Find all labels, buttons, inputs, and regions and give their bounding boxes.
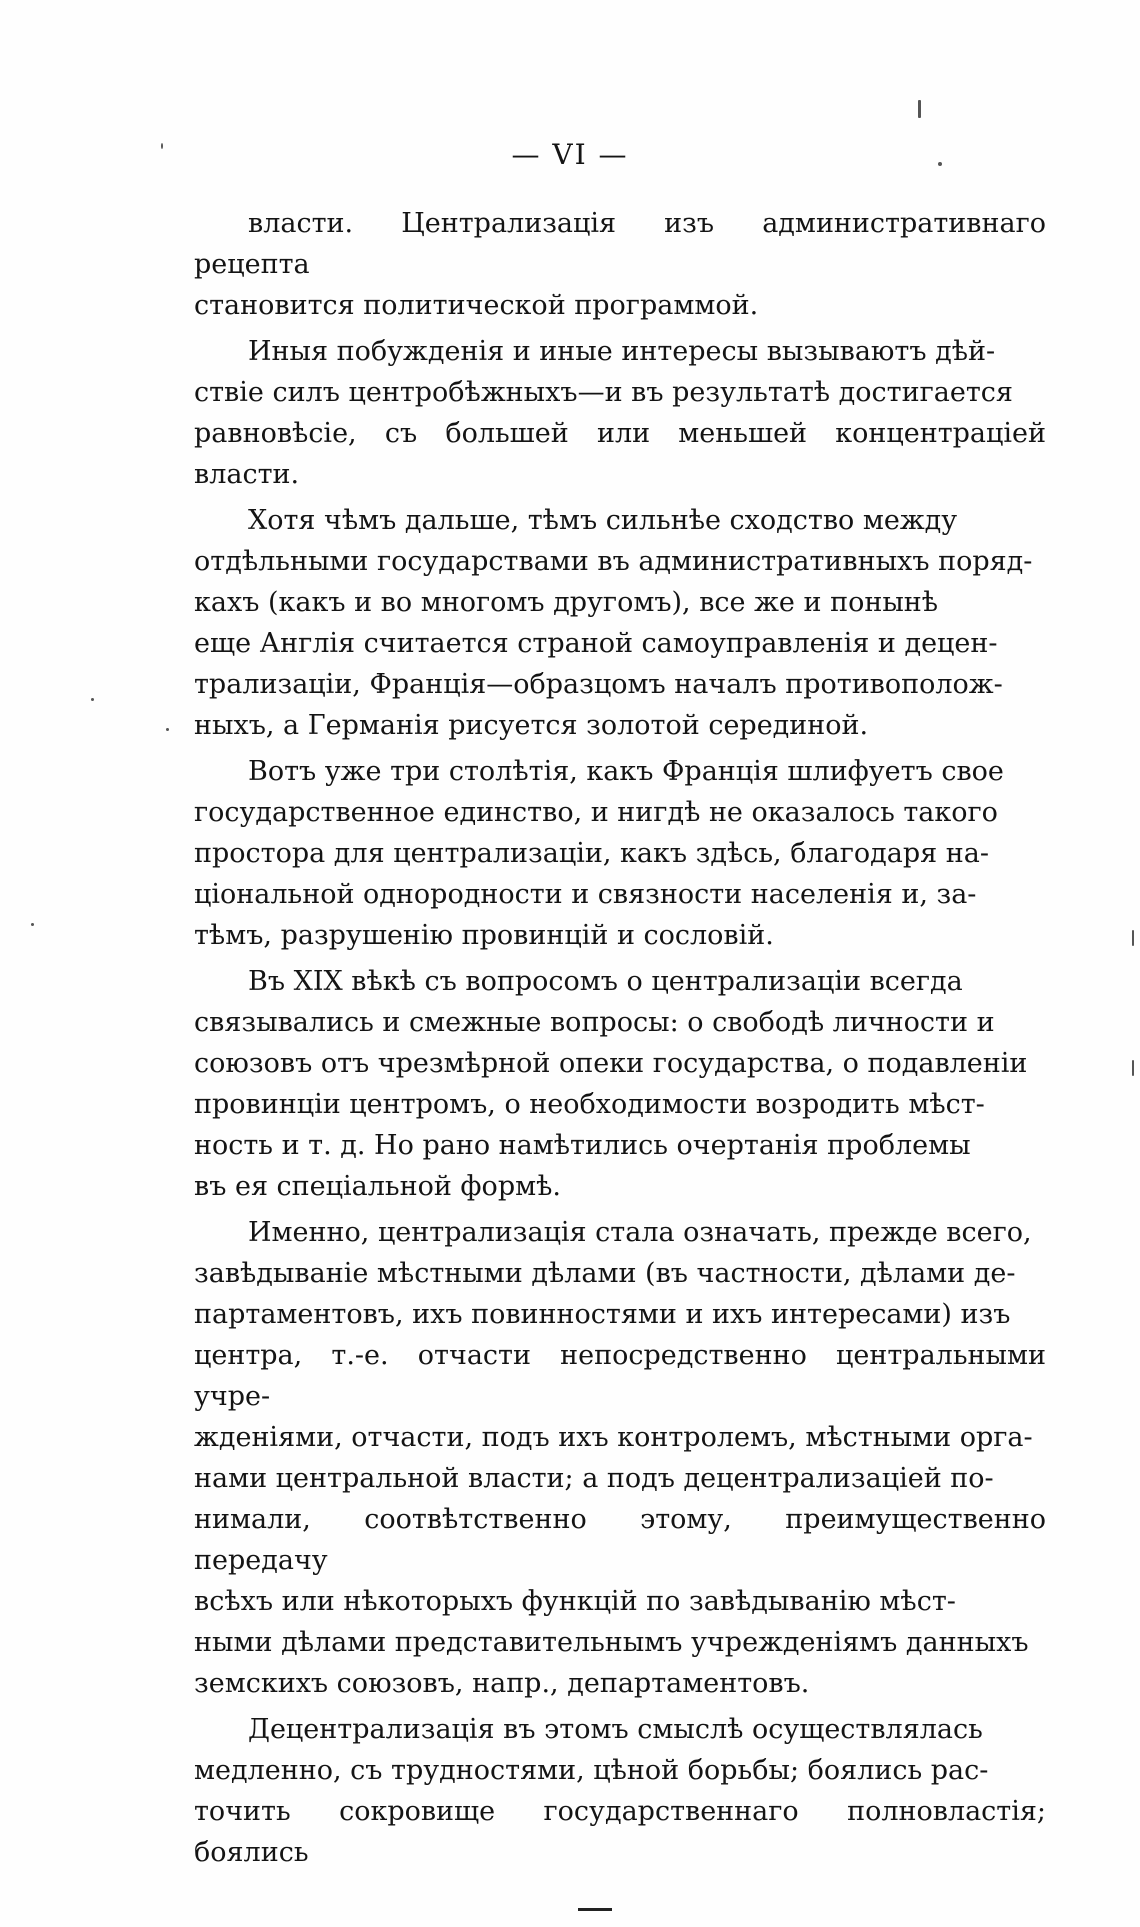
footer-rule bbox=[578, 1908, 612, 1911]
scan-speck bbox=[918, 100, 921, 118]
paragraph: Вотъ уже три столѣтія, какъ Франція шлифуетъ свое государственное единство, и нигдѣ не оказалось такого простора для централизаціи, какъ здѣсь, благодаря на- ціональной однородности и связности населенія и, за- тѣмъ, разрушенію провинцій и сословій. bbox=[194, 756, 1004, 951]
scan-speck bbox=[166, 728, 169, 731]
scan-speck bbox=[938, 162, 942, 166]
page-number-header: — VI — bbox=[511, 138, 629, 171]
scan-speck bbox=[31, 923, 34, 926]
paragraph: власти. Централизація изъ административнаго рецепта становится политической программой. bbox=[194, 208, 1046, 321]
paragraph: Хотя чѣмъ дальше, тѣмъ сильнѣе сходство между отдѣльными государствами въ административныхъ поряд- кахъ (какъ и во многомъ другомъ), все же и понынѣ еще Англія считается страной самоуправленія и децен- трализаціи, Франція—образцомъ началъ противополож- ныхъ, а Германія рисуется золотой серединой. bbox=[194, 505, 1033, 741]
scan-speck bbox=[161, 143, 163, 149]
paragraph: Децентрализація въ этомъ смыслѣ осуществлялась медленно, съ трудностями, цѣной борьбы; боялись рас- точить сокровище государственнаго полновластія; боялись bbox=[194, 1714, 1046, 1868]
scan-speck bbox=[91, 698, 94, 701]
body-text bbox=[194, 203, 1046, 1878]
paragraph: Именно, централизація стала означать, прежде всего, завѣдываніе мѣстными дѣлами (въ частности, дѣлами де- партаментовъ, ихъ повинностями и ихъ интересами) изъ центра, т.-е. отчасти непосредственно центральными учре- жденіями, отчасти, подъ ихъ контролемъ, мѣстными орга- нами центральной власти; а подъ децентрализаціей по- нимали, соотвѣтственно этому, преимущественно передачу всѣхъ или нѣкоторыхъ функцій по завѣдыванію мѣст- ными дѣлами представительнымъ учрежденіямъ данныхъ земскихъ союзовъ, напр., департаментовъ. bbox=[194, 1217, 1046, 1699]
paragraph: Въ XIX вѣкѣ съ вопросомъ о централизаціи всегда связывались и смежные вопросы: о свободѣ личности и союзовъ отъ чрезмѣрной опеки государства, о подавленіи провинціи центромъ, о необходимости возродить мѣст- ность и т. д. Но рано намѣтились очертанія проблемы въ ея спеціальной формѣ. bbox=[194, 966, 1028, 1202]
scan-speck bbox=[1132, 930, 1134, 946]
scan-speck bbox=[1132, 1060, 1134, 1076]
paragraph: Иныя побужденія и иные интересы вызываютъ дѣй- ствіе силъ центробѣжныхъ—и въ результатѣ достигается равновѣсіе, съ большей или меньшей концентраціей власти. bbox=[194, 336, 1046, 490]
